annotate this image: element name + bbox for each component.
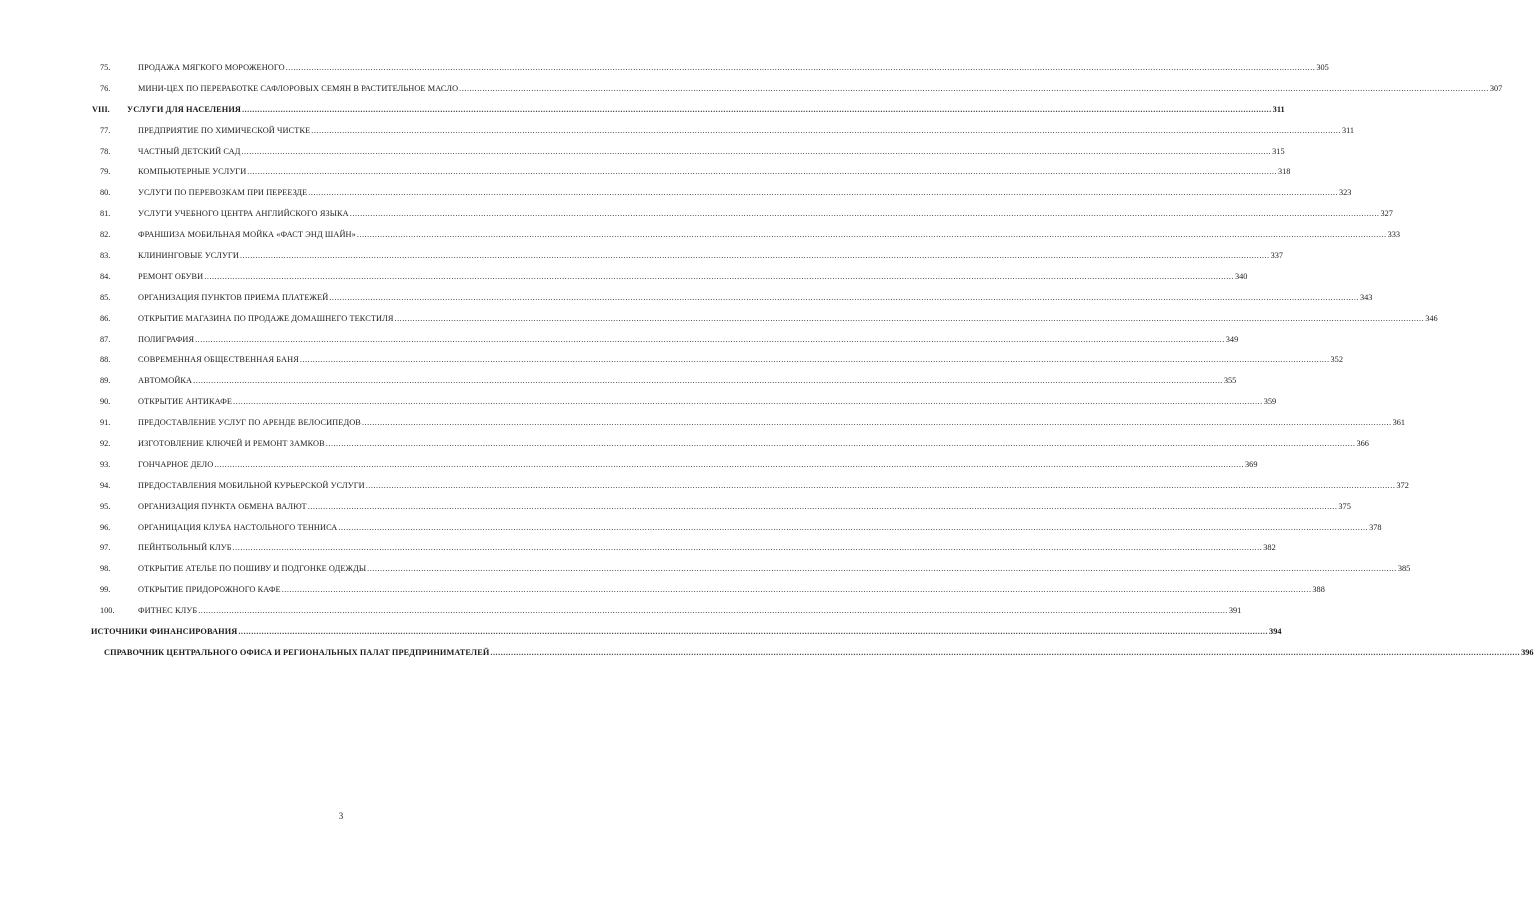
toc-row-number: 82.	[100, 230, 111, 240]
toc-entry[interactable]	[91, 627, 1282, 637]
toc-entry-title: ПРЕДОСТАВЛЕНИЕ УСЛУГ ПО АРЕНДЕ ВЕЛОСИПЕДОВ	[138, 418, 361, 428]
toc-row-number: 86.	[100, 313, 111, 323]
toc-entry-page: 318	[1277, 167, 1291, 177]
toc-entry-page: 333	[1387, 230, 1401, 240]
toc-row	[0, 334, 1239, 356]
toc-entry-page: 315	[1272, 146, 1285, 156]
toc-entry-title: ПОЛИГРАФИЯ	[138, 334, 195, 344]
toc-entry[interactable]	[138, 146, 1285, 156]
toc-entry-page: 311	[1341, 125, 1355, 135]
toc-entry-page: 323	[1338, 188, 1352, 198]
toc-entry-title: ОТКРЫТИЕ АТЕЛЬЕ ПО ПОШИВУ И ПОДГОНКЕ ОДЕЖДЫ	[138, 564, 367, 574]
toc-row-number: 81.	[100, 209, 111, 219]
toc-row-number: 92.	[100, 439, 111, 449]
dot-leader: ................................................................................................................................................................................................................................................................................................................................................................................................................	[285, 63, 1316, 72]
toc-entry-page: 343	[1359, 292, 1373, 302]
toc-entry[interactable]	[138, 418, 1406, 428]
toc-row	[0, 230, 1401, 251]
toc-entry[interactable]	[138, 334, 1239, 344]
toc-entry-title: УСЛУГИ ДЛЯ НАСЕЛЕНИЯ	[127, 104, 241, 114]
toc-entry-title: ОТКРЫТИЕ МАГАЗИНА ПО ПРОДАЖЕ ДОМАШНЕГО ТЕКСТИЛЯ	[138, 313, 394, 323]
dot-leader: ................................................................................................................................................................................................................................................................................................................................................................................................................	[193, 376, 1223, 386]
toc-entry[interactable]	[138, 167, 1291, 177]
toc-row	[0, 125, 1355, 147]
dot-leader: ................................................................................................................................................................................................................................................................................................................................................................................................................	[311, 125, 1341, 135]
toc-entry-title: ИЗГОТОВЛЕНИЕ КЛЮЧЕЙ И РЕМОНТ ЗАМКОВ	[138, 439, 325, 449]
toc-row-number: 78.	[100, 146, 111, 156]
toc-row	[0, 522, 1382, 544]
toc-row	[0, 292, 1373, 314]
toc-row	[0, 418, 1406, 439]
toc-entry-page: 337	[1270, 251, 1284, 261]
toc-entry[interactable]	[138, 63, 1329, 72]
dot-leader: ................................................................................................................................................................................................................................................................................................................................................................................................................	[325, 439, 1356, 449]
toc-entry-title: ФРАНШИЗА МОБИЛЬНАЯ МОЙКА «ФАСТ ЭНД ШАЙН»	[138, 230, 356, 240]
toc-row	[0, 188, 1352, 209]
toc-row	[0, 355, 1343, 376]
dot-leader: ................................................................................................................................................................................................................................................................................................................................................................................................................	[365, 480, 1396, 490]
toc-row	[0, 251, 1284, 272]
toc-entry-title: МИНИ-ЦЕХ ПО ПЕРЕРАБОТКЕ САФЛОРОВЫХ СЕМЯН В РАСТИТЕЛЬНОЕ МАСЛО	[138, 83, 459, 93]
toc-entry-title: ГОНЧАРНОЕ ДЕЛО	[138, 459, 214, 469]
toc-row	[0, 63, 1329, 84]
toc-row	[0, 376, 1237, 397]
toc-entry-page: 305	[1316, 63, 1329, 72]
toc-entry-title: ПРОДАЖА МЯГКОГО МОРОЖЕНОГО	[138, 63, 285, 72]
toc-entry[interactable]	[138, 480, 1409, 490]
toc-row-number: 76.	[100, 83, 111, 93]
toc-entry-page: 355	[1223, 376, 1237, 386]
toc-row-number: 95.	[100, 501, 111, 511]
dot-leader: ................................................................................................................................................................................................................................................................................................................................................................................................................	[459, 83, 1489, 93]
toc-row	[0, 167, 1291, 188]
toc-entry[interactable]	[138, 251, 1284, 261]
toc-entry[interactable]	[138, 376, 1237, 386]
toc-entry[interactable]	[138, 606, 1242, 616]
toc-entry-title: СОВРЕМЕННАЯ ОБЩЕСТВЕННАЯ БАНЯ	[138, 355, 299, 365]
toc-entry-title: РЕМОНТ ОБУВИ	[138, 271, 204, 281]
toc-entry[interactable]	[138, 585, 1325, 595]
toc-entry-page: 372	[1396, 480, 1409, 490]
dot-leader: ................................................................................................................................................................................................................................................................................................................................................................................................................	[490, 647, 1521, 657]
toc-entry-title: УСЛУГИ ПО ПЕРЕВОЗКАМ ПРИ ПЕРЕЕЗДЕ	[138, 188, 308, 198]
toc-entry-page: 378	[1369, 522, 1382, 532]
toc-entry-title: УСЛУГИ УЧЕБНОГО ЦЕНТРА АНГЛИЙСКОГО ЯЗЫКА	[138, 209, 349, 219]
dot-leader: ................................................................................................................................................................................................................................................................................................................................................................................................................	[349, 209, 1380, 219]
toc-row-number: 84.	[100, 271, 111, 281]
toc-row	[0, 585, 1325, 606]
toc-entry-title: ОРГАНИЦАЦИЯ КЛУБА НАСТОЛЬНОГО ТЕННИСА	[138, 522, 338, 532]
toc-entry[interactable]	[138, 125, 1355, 135]
dot-leader: ................................................................................................................................................................................................................................................................................................................................................................................................................	[307, 501, 1338, 511]
toc-entry-page: 352	[1330, 355, 1343, 365]
toc-entry[interactable]	[138, 292, 1373, 302]
toc-row-number: 75.	[100, 63, 111, 72]
toc-entry-title: КЛИНИНГОВЫЕ УСЛУГИ	[138, 251, 239, 261]
dot-leader: ................................................................................................................................................................................................................................................................................................................................................................................................................	[238, 627, 1269, 637]
toc-entry[interactable]	[138, 271, 1248, 281]
dot-leader: ................................................................................................................................................................................................................................................................................................................................................................................................................	[281, 585, 1312, 595]
toc-entry-page: 327	[1380, 209, 1393, 219]
toc-entry[interactable]	[138, 564, 1411, 574]
toc-row-number: 99.	[100, 585, 111, 595]
toc-entry-page: 396	[1521, 647, 1534, 657]
dot-leader: ................................................................................................................................................................................................................................................................................................................................................................................................................	[299, 355, 1330, 365]
toc-entry-title: ЧАСТНЫЙ ДЕТСКИЙ САД	[138, 146, 241, 156]
toc-entry-title: ПРЕДПРИЯТИЕ ПО ХИМИЧЕСКОЙ ЧИСТКЕ	[138, 125, 311, 135]
toc-row-number: 87.	[100, 334, 111, 344]
toc-entry-title: КОМПЬЮТЕРНЫЕ УСЛУГИ	[138, 167, 247, 177]
toc-entry-page: 311	[1272, 104, 1285, 114]
toc-entry-title: ОРГАНИЗАЦИЯ ПУНКТА ОБМЕНА ВАЛЮТ	[138, 501, 307, 511]
dot-leader: ................................................................................................................................................................................................................................................................................................................................................................................................................	[394, 313, 1425, 323]
toc-entry[interactable]	[104, 647, 1534, 657]
toc-entry[interactable]	[138, 501, 1351, 511]
toc-row	[0, 459, 1258, 481]
toc-entry[interactable]	[138, 313, 1438, 323]
toc-entry-page: 349	[1225, 334, 1239, 344]
toc-row-number: 90.	[100, 397, 111, 407]
dot-leader: ................................................................................................................................................................................................................................................................................................................................................................................................................	[233, 397, 1263, 407]
toc-row-number: 98.	[100, 564, 111, 574]
toc-row	[0, 480, 1409, 502]
toc-entry[interactable]	[138, 355, 1343, 365]
toc-row-number: 80.	[100, 188, 111, 198]
toc-row-number: 79.	[100, 167, 111, 177]
toc-row	[0, 564, 1411, 585]
toc-row	[0, 501, 1351, 523]
toc-entry-page: 307	[1489, 83, 1503, 93]
toc-entry[interactable]	[138, 439, 1369, 449]
toc-entry-title: ОТКРЫТИЕ ПРИДОРОЖНОГО КАФЕ	[138, 585, 281, 595]
toc-entry[interactable]	[138, 543, 1276, 553]
dot-leader: ................................................................................................................................................................................................................................................................................................................................................................................................................	[247, 167, 1277, 177]
dot-leader: ................................................................................................................................................................................................................................................................................................................................................................................................................	[232, 543, 1263, 553]
toc-row	[0, 647, 1534, 669]
dot-leader: ................................................................................................................................................................................................................................................................................................................................................................................................................	[308, 188, 1338, 198]
page-number: 3	[338, 811, 344, 821]
toc-entry-page: 382	[1263, 543, 1276, 553]
toc-entry[interactable]	[138, 188, 1352, 198]
toc-entry-title: ПЕЙНТБОЛЬНЫЙ КЛУБ	[138, 543, 232, 553]
toc-row-number: VIII.	[92, 104, 110, 114]
dot-leader: ................................................................................................................................................................................................................................................................................................................................................................................................................	[214, 459, 1245, 469]
dot-leader: ................................................................................................................................................................................................................................................................................................................................................................................................................	[198, 606, 1228, 616]
toc-row-number: 77.	[100, 125, 111, 135]
dot-leader: ................................................................................................................................................................................................................................................................................................................................................................................................................	[338, 522, 1369, 532]
toc-row-number: 94.	[100, 480, 111, 490]
toc-entry-page: 394	[1269, 627, 1282, 637]
toc-row	[0, 313, 1438, 335]
toc-entry-page: 375	[1338, 501, 1351, 511]
toc-entry-title: ОРГАНИЗАЦИЯ ПУНКТОВ ПРИЕМА ПЛАТЕЖЕЙ	[138, 292, 329, 302]
toc-row	[0, 397, 1277, 418]
page-number-footer	[0, 811, 638, 821]
dot-leader: ................................................................................................................................................................................................................................................................................................................................................................................................................	[195, 334, 1225, 344]
toc-row-number: 91.	[100, 418, 111, 428]
dot-leader: ................................................................................................................................................................................................................................................................................................................................................................................................................	[356, 230, 1387, 240]
toc-row-number: 93.	[100, 459, 111, 469]
toc-row-number: 83.	[100, 251, 111, 261]
dot-leader: ................................................................................................................................................................................................................................................................................................................................................................................................................	[329, 292, 1359, 302]
dot-leader: ................................................................................................................................................................................................................................................................................................................................................................................................................	[239, 251, 1270, 261]
toc-entry-title: ОТКРЫТИЕ АНТИКАФЕ	[138, 397, 233, 407]
toc-entry[interactable]	[138, 459, 1258, 469]
toc-entry-title: АВТОМОЙКА	[138, 376, 193, 386]
toc-entry-page: 366	[1356, 439, 1369, 449]
toc-entry[interactable]	[127, 104, 1285, 114]
dot-leader: ................................................................................................................................................................................................................................................................................................................................................................................................................	[361, 418, 1392, 428]
dot-leader: ................................................................................................................................................................................................................................................................................................................................................................................................................	[241, 104, 1272, 114]
dot-leader: ................................................................................................................................................................................................................................................................................................................................................................................................................	[241, 146, 1272, 156]
toc-row	[0, 439, 1369, 460]
toc-entry-page: 391	[1228, 606, 1242, 616]
toc-entry-title: ФИТНЕС КЛУБ	[138, 606, 198, 616]
dot-leader: ................................................................................................................................................................................................................................................................................................................................................................................................................	[204, 271, 1234, 281]
toc-row	[0, 543, 1276, 564]
toc-row-number: 89.	[100, 376, 111, 386]
toc-entry-page: 361	[1392, 418, 1406, 428]
toc-entry[interactable]	[138, 209, 1393, 219]
toc-entry[interactable]	[138, 230, 1401, 240]
toc-entry-page: 346	[1425, 313, 1438, 323]
toc-entry-title: ПРЕДОСТАВЛЕНИЯ МОБИЛЬНОЙ КУРЬЕРСКОЙ УСЛУГИ	[138, 480, 365, 490]
toc-entry[interactable]	[138, 522, 1382, 532]
toc-row	[0, 83, 1503, 105]
toc-row-number: 97.	[100, 543, 111, 553]
toc-entry-page: 369	[1245, 459, 1258, 469]
toc-row	[0, 209, 1393, 230]
toc-row	[0, 271, 1248, 293]
toc-row	[0, 146, 1285, 168]
table-of-contents	[0, 63, 1534, 669]
toc-entry-page: 388	[1312, 585, 1325, 595]
toc-row-number: 96.	[100, 522, 111, 532]
toc-entry-page: 359	[1263, 397, 1277, 407]
toc-row	[0, 627, 1282, 648]
dot-leader: ................................................................................................................................................................................................................................................................................................................................................................................................................	[367, 564, 1397, 574]
toc-row	[0, 104, 1285, 126]
toc-row-number: 85.	[100, 292, 111, 302]
toc-entry-page: 385	[1397, 564, 1411, 574]
toc-row-number: 100.	[100, 606, 115, 616]
toc-row	[0, 606, 1242, 627]
toc-row-number: 88.	[100, 355, 111, 365]
toc-entry-title: СПРАВОЧНИК ЦЕНТРАЛЬНОГО ОФИСА И РЕГИОНАЛЬНЫХ ПАЛАТ ПРЕДПРИНИМАТЕЛЕЙ	[104, 647, 490, 657]
toc-entry[interactable]	[138, 397, 1277, 407]
toc-entry[interactable]	[138, 83, 1503, 93]
toc-entry-page: 340	[1234, 271, 1248, 281]
toc-entry-title: ИСТОЧНИКИ ФИНАНСИРОВАНИЯ	[91, 627, 238, 637]
